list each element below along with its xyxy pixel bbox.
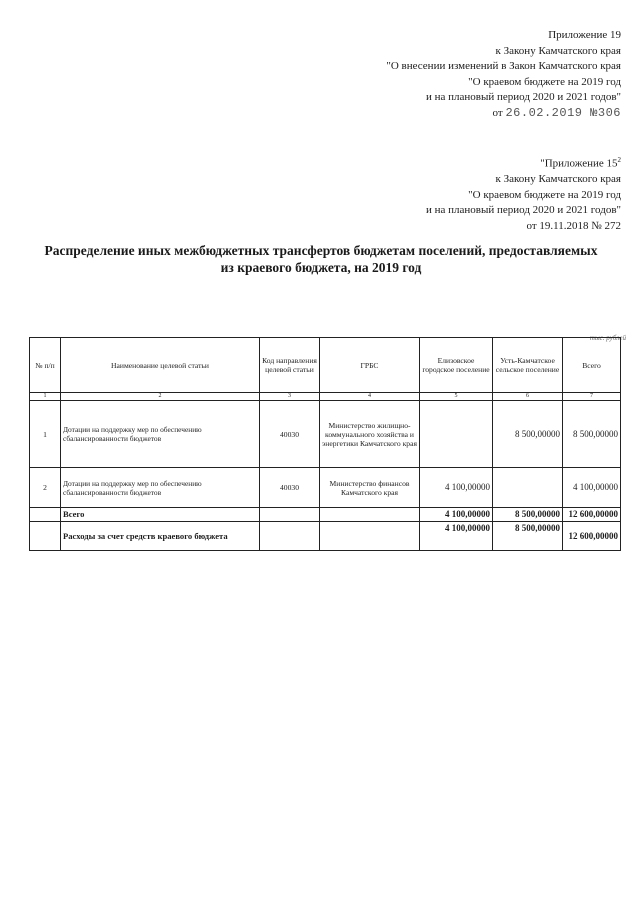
header-grbs: ГРБС xyxy=(320,338,420,393)
row-total: 8 500,00000 xyxy=(563,401,621,468)
header-name: Наименование целевой статьи xyxy=(61,338,260,393)
appendix-line xyxy=(426,153,621,172)
total-grbs-cell xyxy=(320,508,420,522)
appendix-date-line xyxy=(386,106,621,122)
header-code: Код направления целевой статьи xyxy=(260,338,320,393)
row-name: Дотации на поддержку мер по обеспечению сбалансированности бюджетов xyxy=(61,401,260,468)
appendix-19-header xyxy=(386,28,621,121)
total-sum: 12 600,00000 xyxy=(563,508,621,522)
appendix-line: к Закону Камчатского края xyxy=(495,44,621,57)
column-number: 3 xyxy=(260,393,320,401)
row-total: 4 100,00000 xyxy=(563,468,621,508)
total-ust: 8 500,00000 xyxy=(493,508,563,522)
grand-elizovo: 4 100,00000 xyxy=(420,522,493,551)
header-elizovo: Елизовское городское поселение xyxy=(420,338,493,393)
units-label: тыс. рублей xyxy=(589,334,626,342)
row-elizovo xyxy=(420,401,493,468)
appendix-line: к Закону Камчатского края xyxy=(495,173,621,186)
appendix-line: "О краевом бюджете на 2019 год xyxy=(468,188,621,201)
grand-total-row xyxy=(30,522,621,551)
column-number-row xyxy=(30,393,621,401)
appendix-line: "О внесении изменений в Закон Камчатского края xyxy=(386,60,621,72)
transfers-table xyxy=(29,337,621,551)
date-prefix: от xyxy=(492,106,503,119)
row-elizovo: 4 100,00000 xyxy=(420,468,493,508)
column-number: 2 xyxy=(61,393,260,401)
appendix-line: и на плановый период 2020 и 2021 годов" xyxy=(425,91,621,103)
table-row xyxy=(30,468,621,508)
title-line: Распределение иных межбюджетных трансфертов бюджетам поселений, предоставляемых xyxy=(44,243,598,258)
column-number: 1 xyxy=(30,393,61,401)
header-ust: Усть-Камчатское сельское поселение xyxy=(493,338,563,393)
row-ust xyxy=(493,468,563,508)
date-value: 26.02.2019 №306 xyxy=(505,105,621,120)
column-number: 5 xyxy=(420,393,493,401)
appendix-superscript: 2 xyxy=(617,156,621,164)
row-code: 40030 xyxy=(260,468,320,508)
row-name: Дотации на поддержку мер по обеспечению сбалансированности бюджетов xyxy=(61,468,260,508)
title-line: из краевого бюджета, на 2019 год xyxy=(220,260,422,275)
total-row xyxy=(30,508,621,522)
grand-num-cell xyxy=(30,522,61,551)
total-elizovo: 4 100,00000 xyxy=(420,508,493,522)
grand-ust: 8 500,00000 xyxy=(493,522,563,551)
row-ust: 8 500,00000 xyxy=(493,401,563,468)
row-grbs: Министерство финансов Камчатского края xyxy=(320,468,420,508)
column-number: 6 xyxy=(493,393,563,401)
appendix-line: Приложение 19 xyxy=(548,29,621,41)
total-code-cell xyxy=(260,508,320,522)
total-label: Всего xyxy=(61,508,260,522)
row-code: 40030 xyxy=(260,401,320,468)
header-total: Всего xyxy=(563,338,621,393)
row-grbs: Министерство жилищно-коммунального хозяйства и энергетики Камчатского края xyxy=(320,401,420,468)
header-num: № п/п xyxy=(30,338,61,393)
appendix-15-header xyxy=(426,153,621,234)
appendix-line: от 19.11.2018 № 272 xyxy=(526,219,621,232)
table-header-row xyxy=(30,338,621,393)
grand-total-label: Расходы за счет средств краевого бюджета xyxy=(61,522,260,551)
grand-code-cell xyxy=(260,522,320,551)
grand-sum: 12 600,00000 xyxy=(563,522,621,551)
row-num: 1 xyxy=(30,401,61,468)
column-number: 7 xyxy=(563,393,621,401)
column-number: 4 xyxy=(320,393,420,401)
appendix-line: и на плановый период 2020 и 2021 годов" xyxy=(425,204,621,217)
row-num: 2 xyxy=(30,468,61,508)
document-title xyxy=(20,242,622,276)
appendix-line-text: "Приложение 15 xyxy=(540,157,618,170)
appendix-line: "О краевом бюджете на 2019 год xyxy=(468,75,621,88)
total-num-cell xyxy=(30,508,61,522)
grand-grbs-cell xyxy=(320,522,420,551)
table-row xyxy=(30,401,621,468)
